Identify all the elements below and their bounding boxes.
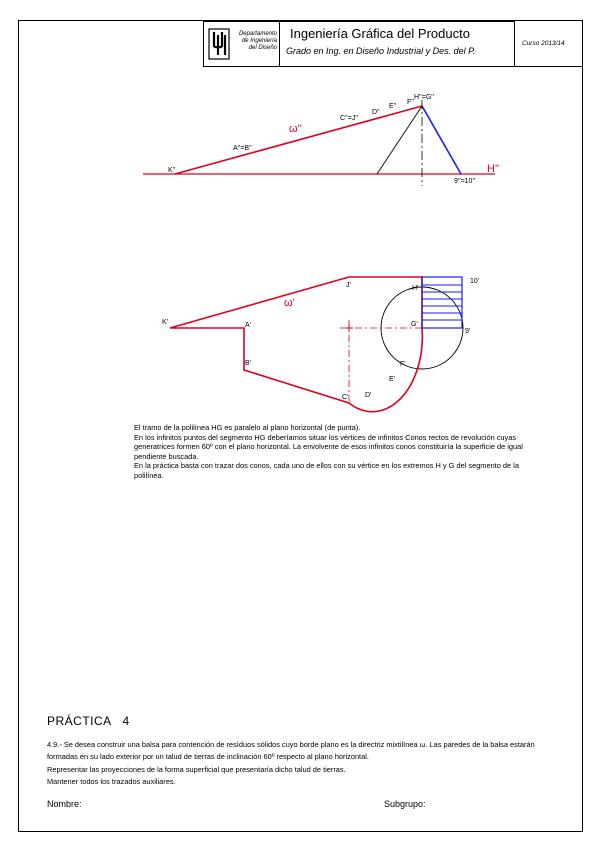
logo-line-3: del Diseño [248,45,277,51]
label-D-elev: D'' [372,109,380,116]
label-HG-elev: H''=G'' [414,94,434,101]
label-K-elev: K'' [168,167,176,174]
degree-subtitle: Grado en Ing. en Diseño Industrial y Des. del P. [286,46,476,56]
explanation-paragraph-1: El tramo de la polilínea HG es paralelo al plano horizontal (de punta). [134,423,361,432]
label-910-elev: 9''=10'' [454,178,476,185]
explanation-paragraph-2: En los infinitos puntos del segmento HG deberíamos situar los vértices de infinitos Conos rectos de revolución cuyas generatrices formen 60º con el plano horizontal. La envolvente de esos infinitos conos constituiría la superficie de igual pendiente buscada. [134,432,523,461]
explanation-text [134,423,524,481]
label-A-plan: A' [245,322,252,329]
cone-generatrix-blue [422,106,461,174]
label-9-plan: 9' [465,328,471,335]
label-C-plan: C' [342,394,349,401]
label-F-plan: F' [400,361,406,368]
label-CJ-elev: C''=J'' [340,115,358,122]
subgroup-label: Subgrupo: [384,799,426,809]
statement-paragraph-3: Mantener todos los trazados auxiliares. [47,777,176,787]
label-H-plane: H'' [487,163,500,175]
plan-view [162,277,479,412]
hatch-region [422,277,462,328]
course-title: Ingeniería Gráfica del Producto [290,26,470,41]
logo-line-2: de Ingeniería [241,38,277,44]
practice-statement [47,739,567,789]
label-omega-elev: ω'' [289,123,302,135]
label-AB-elev: A''=B'' [233,145,252,152]
practice-title: PRÁCTICA 4 [47,714,130,728]
label-J-plan: J' [346,282,351,289]
label-omega-plan: ω' [284,297,295,309]
label-K-plan: K' [162,319,169,326]
label-E-plan: E' [389,376,396,383]
explanation-paragraph-3: En la práctica basta con trazar dos conos, cada uno de ellos con su vértice en los extremos H y G del segmento de la polilínea. [134,461,519,480]
statement-paragraph-1: 4.9.- Se desea construir una balsa para contención de resíduos sólidos cuyo borde plano es la directriz mixtilínea ω. Las paredes de la balsa estarán formadas en su lado exterior por un talud de tierras de inclinación 60º respecto al plano horizontal. [47,740,535,762]
label-H-plan: H' [412,285,419,292]
logo-line-1: Departamento [238,31,277,37]
elevation-view [143,94,499,186]
statement-paragraph-2: Representar las proyecciones de la forma superficial que presentaría dicho talud de tierras. [47,764,346,774]
omega-elevation-line [175,106,422,174]
course-year: Curso 2013/14 [522,40,565,47]
label-10-plan: 10' [470,278,480,285]
label-D-plan: D' [365,392,372,399]
label-G-plan: G' [411,321,418,328]
name-label: Nombre: [47,799,82,809]
label-F-elev: F'' [407,99,414,106]
label-B-plan: B' [245,360,252,367]
label-E-elev: E'' [389,103,397,110]
